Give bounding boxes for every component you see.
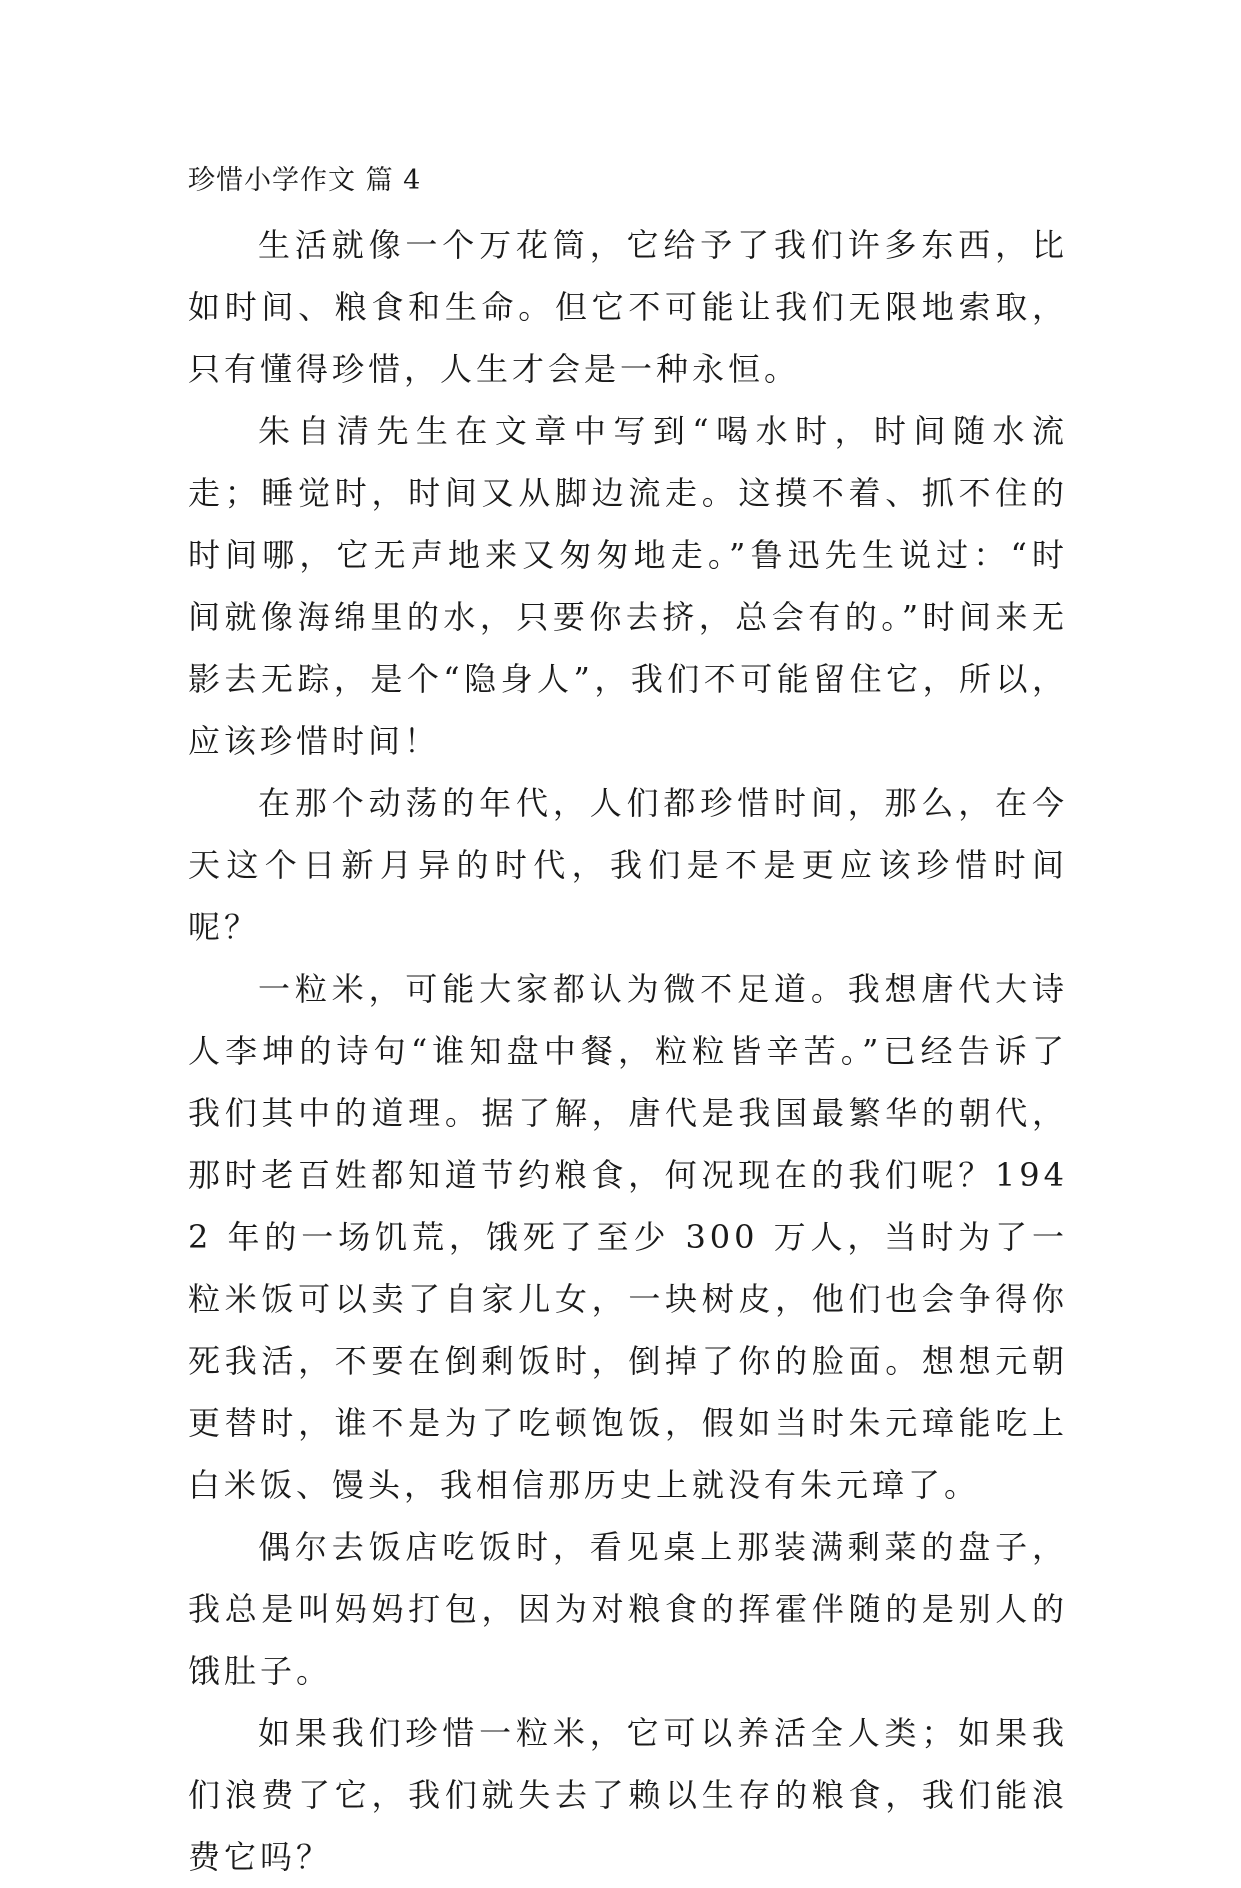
paragraph-4: 一粒米，可能大家都认为微不足道。我想唐代大诗人李坤的诗句“谁知盘中餐，粒粒皆辛苦。”已经告诉了我们其中的道理。据了解，唐代是我国最繁华的朝代，那时老百姓都知道节约粮食，何况现在的我们呢？1942 年的一场饥荒，饿死了至少 300 万人，当时为了一粒米饭可以卖了自家儿女，一块树皮，他们也会争得你死我活，不要在倒剩饭时，倒掉了你的脸面。想想元朝更替时，谁不是为了吃顿饱饭，假如当时朱元璋能吃上白米饭、馒头，我相信那历史上就没有朱元璋了。 xyxy=(188,970,1068,1504)
paragraph-2: 朱自清先生在文章中写到“喝水时，时间随水流走；睡觉时，时间又从脚边流走。这摸不着、抓不住的时间哪，它无声地来又匆匆地走。”鲁迅先生说过：“时间就像海绵里的水，只要你去挤，总会有的。”时间来无影去无踪，是个“隐身人”，我们不可能留住它，所以，应该珍惜时间！ xyxy=(188,412,1068,760)
essay-title: 珍惜小学作文 篇 4 xyxy=(188,165,422,196)
paragraph-3: 在那个动荡的年代，人们都珍惜时间，那么，在今天这个日新月异的时代，我们是不是更应该珍惜时间呢？ xyxy=(188,784,1068,946)
paragraph-1: 生活就像一个万花筒，它给予了我们许多东西，比如时间、粮食和生命。但它不可能让我们无限地索取，只有懂得珍惜，人生才会是一种永恒。 xyxy=(188,226,1068,388)
document-page xyxy=(188,160,1068,1888)
paragraph-6: 如果我们珍惜一粒米，它可以养活全人类；如果我们浪费了它，我们就失去了赖以生存的粮食，我们能浪费它吗？ xyxy=(188,1714,1068,1876)
paragraph-5: 偶尔去饭店吃饭时，看见桌上那装满剩菜的盘子，我总是叫妈妈打包，因为对粮食的挥霍伴随的是别人的饿肚子。 xyxy=(188,1528,1068,1690)
